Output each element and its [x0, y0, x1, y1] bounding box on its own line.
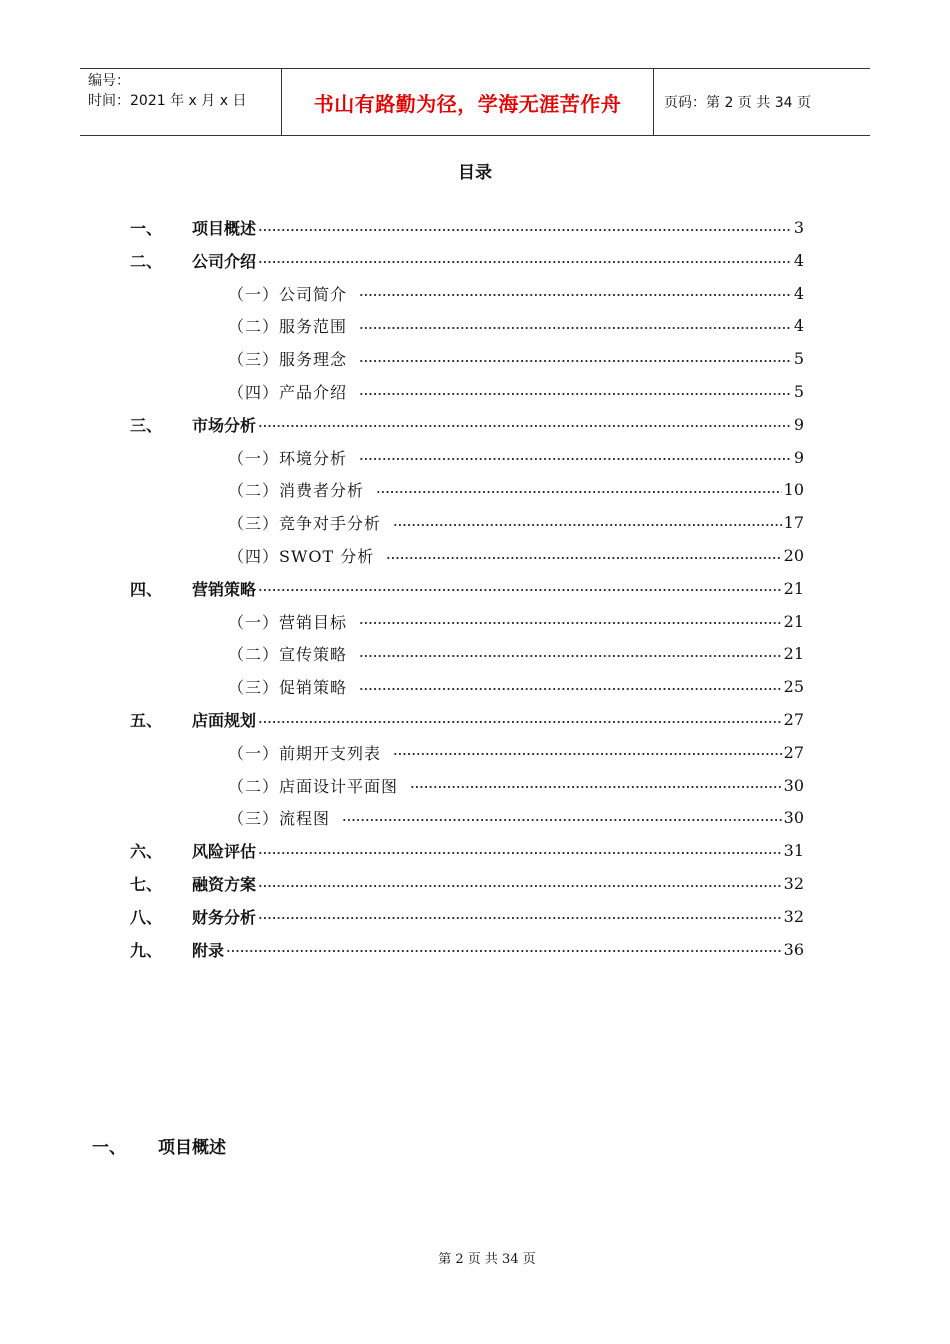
- toc-entry-number: 一、: [130, 219, 163, 238]
- toc-entry-page: 17: [783, 513, 804, 533]
- toc-entry-number: 三、: [130, 415, 163, 435]
- toc-entry[interactable]: [130, 211, 804, 244]
- toc-entry-page: 5: [793, 349, 804, 369]
- toc-entry[interactable]: [228, 473, 804, 506]
- section-heading: [92, 1133, 226, 1158]
- toc-dot-leader: [359, 393, 792, 395]
- toc-dot-leader: [376, 491, 782, 493]
- toc-dot-leader: [393, 524, 782, 526]
- toc-entry[interactable]: [228, 277, 804, 310]
- toc-entry-number: 九、: [130, 940, 163, 960]
- toc-entry-page: 3: [793, 218, 804, 237]
- toc-entry[interactable]: [130, 834, 804, 867]
- toc-dot-leader: [258, 589, 782, 591]
- toc-entry[interactable]: [228, 605, 804, 638]
- toc-entry-page: 20: [783, 546, 804, 565]
- toc-dot-leader: [393, 753, 782, 755]
- toc-dot-leader: [359, 294, 792, 296]
- toc-entry-label: 营销策略: [192, 579, 257, 599]
- toc-entry-label: （二）宣传策略: [228, 645, 348, 665]
- toc-entry-label: 财务分析: [192, 907, 257, 927]
- toc-entry[interactable]: [228, 506, 804, 539]
- toc-entry-page: 10: [783, 480, 804, 500]
- toc-entry[interactable]: [130, 900, 804, 933]
- toc-entry[interactable]: [228, 769, 804, 802]
- toc-dot-leader: [258, 721, 782, 723]
- toc-entry-label: （四）产品介绍: [228, 383, 348, 402]
- toc-entry-number: 四、: [130, 579, 163, 599]
- toc-entry-label: 风险评估: [192, 842, 257, 862]
- toc-entry[interactable]: [228, 670, 804, 703]
- toc-dot-leader: [386, 557, 781, 559]
- toc-dot-leader: [258, 885, 782, 887]
- toc-entry-label: （一）前期开支列表: [228, 743, 382, 763]
- toc-entry-page: 4: [793, 250, 804, 270]
- toc-entry[interactable]: [228, 375, 804, 408]
- toc-entry-label: 融资方案: [192, 875, 257, 894]
- toc-entry-page: 36: [783, 939, 804, 959]
- toc-entry-page: 21: [783, 578, 804, 598]
- toc-dot-leader: [359, 360, 792, 362]
- toc-entry-number: 六、: [130, 842, 163, 862]
- toc-entry[interactable]: [130, 703, 804, 736]
- toc-entry-number: 二、: [130, 251, 163, 271]
- toc-entry-number: 八、: [130, 907, 163, 927]
- toc-dot-leader: [258, 425, 792, 427]
- section-title: 项目概述: [158, 1138, 226, 1158]
- toc-entry-page: 32: [783, 906, 804, 926]
- toc-entry-label: 项目概述: [192, 219, 257, 238]
- toc-entry-label: （三）服务理念: [228, 350, 348, 370]
- toc-entry-page: 9: [793, 447, 804, 467]
- toc-entry-label: （一）环境分析: [228, 448, 348, 468]
- toc-entry-label: 公司介绍: [192, 251, 257, 271]
- toc-entry[interactable]: [228, 441, 804, 474]
- toc-entry-page: 5: [793, 382, 804, 401]
- toc-entry[interactable]: [228, 539, 804, 572]
- toc-entry-page: 30: [783, 808, 804, 828]
- header-meta: [80, 69, 282, 135]
- toc-entry-number: 五、: [130, 711, 163, 730]
- toc-entry-page: 21: [783, 644, 804, 664]
- toc-entry-label: （三）促销策略: [228, 678, 348, 698]
- toc-entry-page: 4: [793, 316, 804, 336]
- toc-entry[interactable]: [228, 342, 804, 375]
- toc-dot-leader: [410, 786, 782, 788]
- page-header: [80, 68, 870, 136]
- toc-entry[interactable]: [228, 309, 804, 342]
- toc-entry-label: 附录: [192, 940, 225, 960]
- toc-entry[interactable]: [130, 572, 804, 605]
- toc-dot-leader: [258, 852, 782, 854]
- toc-dot-leader: [359, 688, 782, 690]
- toc-entry[interactable]: [130, 933, 804, 966]
- toc-entry-label: 店面规划: [192, 711, 257, 730]
- section-number: 一、: [92, 1138, 126, 1158]
- toc-dot-leader: [342, 819, 782, 821]
- toc-dot-leader: [359, 655, 782, 657]
- toc-entry-label: （四）SWOT 分析: [228, 547, 375, 566]
- toc-dot-leader: [359, 327, 792, 329]
- toc-entry-page: 27: [783, 742, 804, 762]
- toc-entry-label: 市场分析: [192, 415, 257, 435]
- toc-entry-label: （三）流程图: [228, 809, 331, 829]
- header-motto: 书山有路勤为径，学海无涯苦作舟: [282, 69, 654, 135]
- toc-entry[interactable]: [228, 637, 804, 670]
- toc-entry-label: （一）公司简介: [228, 284, 348, 304]
- toc-dot-leader: [258, 229, 792, 231]
- toc-title: 目录: [458, 163, 492, 183]
- toc-entry-label: （二）服务范围: [228, 317, 348, 337]
- toc-entry-page: 4: [793, 283, 804, 303]
- toc-dot-leader: [258, 917, 782, 919]
- toc-entry-label: （三）竞争对手分析: [228, 514, 382, 534]
- toc-entry-label: （一）营销目标: [228, 612, 348, 632]
- toc-dot-leader: [359, 458, 792, 460]
- page-footer: 第 2 页 共 34 页: [438, 1252, 536, 1267]
- toc-entry-page: 25: [783, 677, 804, 697]
- toc-entry-page: 30: [783, 775, 804, 795]
- toc-dot-leader: [258, 261, 792, 263]
- toc-entry[interactable]: [130, 408, 804, 441]
- toc-entry[interactable]: [130, 244, 804, 277]
- toc-entry-page: 27: [783, 710, 804, 729]
- toc-entry-label: （二）店面设计平面图: [228, 776, 399, 796]
- toc-entry-page: 9: [793, 414, 804, 434]
- toc-entry[interactable]: [228, 801, 804, 834]
- toc-dot-leader: [226, 950, 782, 952]
- toc-entry-number: 七、: [130, 875, 163, 894]
- toc-entry[interactable]: [130, 867, 804, 900]
- toc-dot-leader: [359, 622, 782, 624]
- time-label: 时间：2021 年 x 月 x 日: [88, 93, 247, 109]
- toc-entry-page: 31: [783, 841, 804, 861]
- toc-entry-page: 32: [783, 874, 804, 893]
- toc-entry-label: （二）消费者分析: [228, 481, 365, 501]
- header-page-info: 页码：第 2 页 共 34 页: [664, 95, 811, 111]
- toc-entry-page: 21: [783, 611, 804, 631]
- toc-entry[interactable]: [228, 736, 804, 769]
- serial-label: 编号：: [88, 73, 130, 89]
